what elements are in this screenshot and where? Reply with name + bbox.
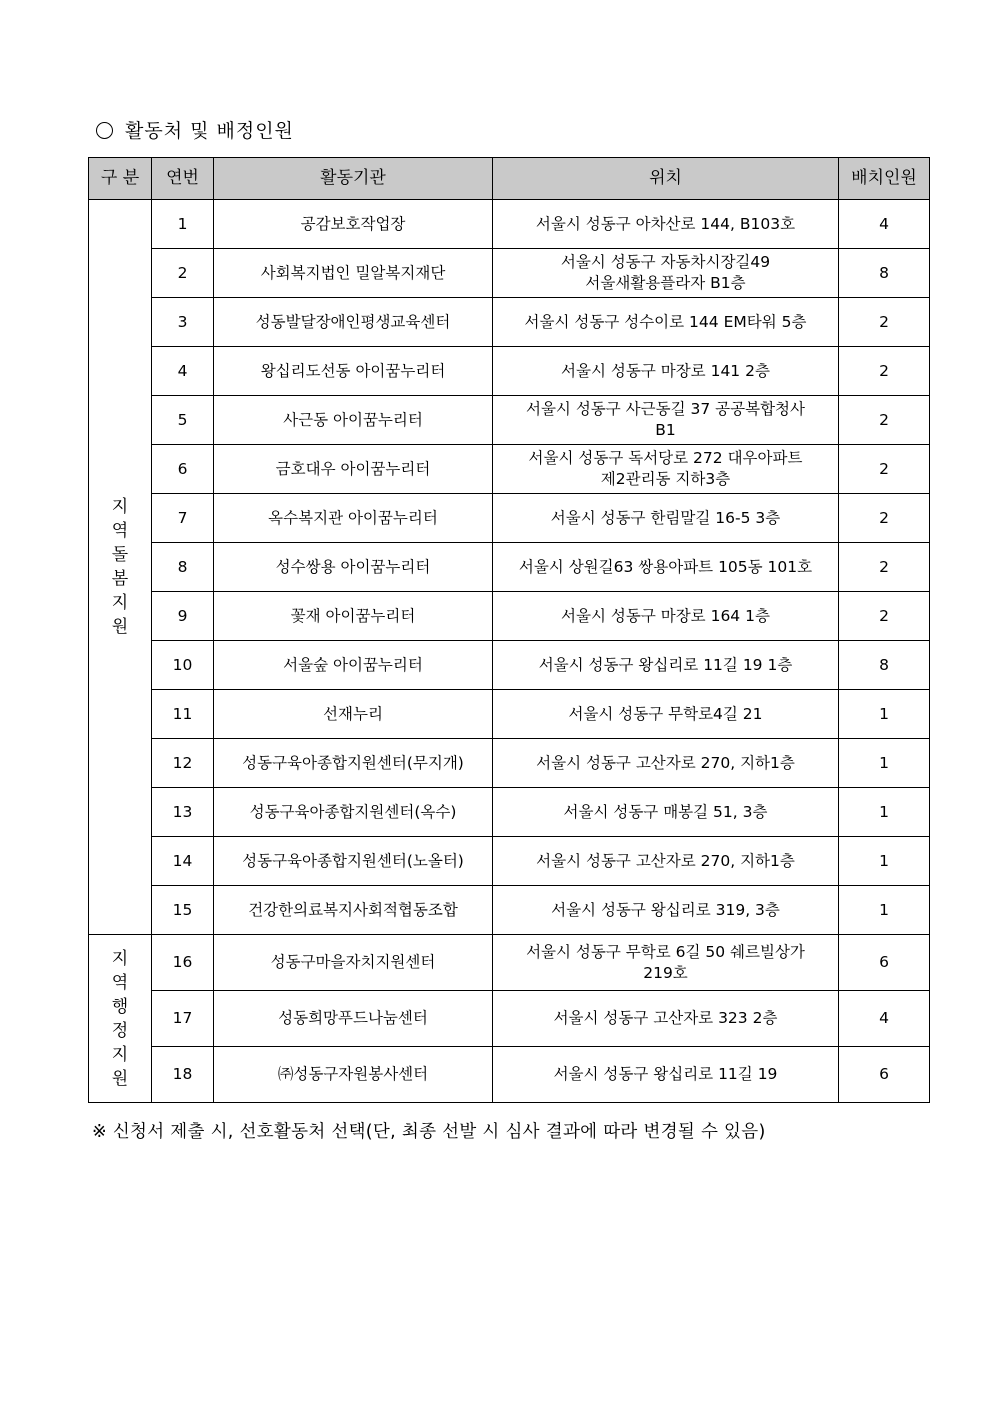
- organization-cell: 공감보호작업장: [214, 200, 493, 249]
- serial-number-cell: 7: [152, 494, 214, 543]
- category-char: 돌: [111, 545, 129, 565]
- organization-cell: ㈜성동구자원봉사센터: [214, 1047, 493, 1103]
- location-line: 서울시 성동구 성수이로 144 EM타워 5층: [524, 312, 807, 331]
- location-cell: [493, 886, 839, 935]
- location-line: 서울시 성동구 고산자로 323 2층: [553, 1009, 778, 1027]
- location-line: 서울시 성동구 무학로4길 21: [568, 704, 763, 723]
- location-line: 219호: [643, 963, 688, 982]
- category-char: 역: [111, 972, 129, 993]
- organization-cell: 금호대우 아이꿈누리터: [214, 445, 493, 494]
- serial-number-cell: 9: [152, 592, 214, 641]
- table-row: [89, 445, 930, 494]
- location-cell: [493, 543, 839, 592]
- headcount-cell: 1: [839, 886, 930, 935]
- headcount-cell: 2: [839, 592, 930, 641]
- serial-number-cell: 3: [152, 298, 214, 347]
- serial-number-cell: 8: [152, 543, 214, 592]
- section-title: 활동처 및 배정인원: [125, 120, 294, 142]
- table-row: [89, 690, 930, 739]
- location-cell: [493, 1047, 839, 1103]
- category-char: 지: [111, 948, 129, 969]
- headcount-cell: 8: [839, 249, 930, 298]
- location-line: 서울시 성동구 매봉길 51, 3층: [563, 802, 768, 821]
- location-cell: [493, 494, 839, 543]
- table-row: [89, 788, 930, 837]
- organization-cell: 사회복지법인 밀알복지재단: [214, 249, 493, 298]
- location-line: 서울시 성동구 마장로 141 2층: [561, 361, 770, 380]
- organization-cell: 성동구육아종합지원센터(노올터): [214, 837, 493, 886]
- location-line: 서울시 성동구 자동차시장길49: [560, 253, 771, 271]
- headcount-cell: 2: [839, 298, 930, 347]
- location-line: 서울시 성동구 왕십리로 11길 19 1층: [538, 655, 793, 674]
- location-cell: [493, 200, 839, 249]
- category-char: 지: [111, 1044, 129, 1065]
- table-row: [89, 298, 930, 347]
- table-row: [89, 494, 930, 543]
- serial-number-cell: 14: [152, 837, 214, 886]
- table-row: [89, 1047, 930, 1103]
- headcount-cell: 8: [839, 641, 930, 690]
- organization-cell: 성동발달장애인평생교육센터: [214, 298, 493, 347]
- table-row: [89, 837, 930, 886]
- category-char: 정: [111, 1020, 129, 1041]
- location-line: B1: [655, 421, 676, 439]
- category-char: 행: [111, 996, 129, 1017]
- headcount-cell: 4: [839, 991, 930, 1047]
- headcount-cell: 1: [839, 837, 930, 886]
- table-row: [89, 991, 930, 1047]
- location-line: 서울시 성동구 사근동길 37 공공복합청사: [525, 400, 805, 418]
- serial-number-cell: 17: [152, 991, 214, 1047]
- headcount-cell: 4: [839, 200, 930, 249]
- location-cell: [493, 788, 839, 837]
- table-row: [89, 592, 930, 641]
- serial-number-cell: 18: [152, 1047, 214, 1103]
- serial-number-cell: 1: [152, 200, 214, 249]
- location-line: 서울시 성동구 고산자로 270, 지하1층: [536, 753, 795, 772]
- category-char: 역: [111, 521, 129, 541]
- table-row: [89, 543, 930, 592]
- category-char: 지: [111, 593, 129, 613]
- category-cell: [89, 200, 152, 935]
- placement-table: [88, 157, 930, 1103]
- organization-cell: 성동구육아종합지원센터(무지개): [214, 739, 493, 788]
- table-row: [89, 347, 930, 396]
- location-line: 서울시 성동구 왕십리로 319, 3층: [551, 900, 780, 919]
- serial-number-cell: 13: [152, 788, 214, 837]
- organization-cell: 건강한의료복지사회적협동조합: [214, 886, 493, 935]
- category-char: 봄: [111, 569, 129, 589]
- organization-cell: 성동구마을자치지원센터: [214, 935, 493, 991]
- location-line: 서울시 상원길63 쌍용아파트 105동 101호: [518, 557, 813, 576]
- table-row: [89, 739, 930, 788]
- headcount-cell: 1: [839, 690, 930, 739]
- header-category: 구 분: [89, 158, 152, 200]
- serial-number-cell: 6: [152, 445, 214, 494]
- serial-number-cell: 5: [152, 396, 214, 445]
- location-line: 서울시 성동구 한림말길 16-5 3층: [550, 508, 781, 527]
- location-line: 서울시 성동구 독서당로 272 대우아파트: [528, 449, 803, 467]
- organization-cell: 성동구육아종합지원센터(옥수): [214, 788, 493, 837]
- location-cell: [493, 396, 839, 445]
- headcount-cell: 2: [839, 347, 930, 396]
- headcount-cell: 2: [839, 543, 930, 592]
- category-char: 원: [111, 617, 129, 637]
- organization-cell: 왕십리도선동 아이꿈누리터: [214, 347, 493, 396]
- location-cell: [493, 249, 839, 298]
- organization-cell: 선재누리: [214, 690, 493, 739]
- section-heading: [96, 116, 294, 143]
- header-number: 연번: [152, 158, 214, 200]
- serial-number-cell: 12: [152, 739, 214, 788]
- headcount-cell: 2: [839, 445, 930, 494]
- location-line: 서울시 성동구 무학로 6길 50 쉐르빌상가: [526, 942, 805, 961]
- serial-number-cell: 11: [152, 690, 214, 739]
- serial-number-cell: 16: [152, 935, 214, 991]
- headcount-cell: 1: [839, 788, 930, 837]
- location-cell: [493, 991, 839, 1047]
- location-cell: [493, 739, 839, 788]
- table-row: [89, 886, 930, 935]
- organization-cell: 성수쌍용 아이꿈누리터: [214, 543, 493, 592]
- footnote: ※ 신청서 제출 시, 선호활동처 선택(단, 최종 선발 시 심사 결과에 따라 변경될 수 있음): [92, 1122, 766, 1142]
- headcount-cell: 2: [839, 396, 930, 445]
- location-line: 제2관리동 지하3층: [600, 470, 731, 488]
- organization-cell: 서울숲 아이꿈누리터: [214, 641, 493, 690]
- location-cell: [493, 445, 839, 494]
- header-headcount: 배치인원: [839, 158, 930, 200]
- table-row: [89, 200, 930, 249]
- organization-cell: 꽃재 아이꿈누리터: [214, 592, 493, 641]
- location-cell: [493, 935, 839, 991]
- category-char: 지: [111, 497, 129, 517]
- header-organization: 활동기관: [214, 158, 493, 200]
- category-cell: [89, 935, 152, 1103]
- table-row: [89, 641, 930, 690]
- category-char: 원: [111, 1068, 129, 1089]
- location-cell: [493, 347, 839, 396]
- organization-cell: 성동희망푸드나눔센터: [214, 991, 493, 1047]
- serial-number-cell: 4: [152, 347, 214, 396]
- table-row: [89, 396, 930, 445]
- location-line: 서울시 성동구 왕십리로 11길 19: [553, 1065, 778, 1083]
- location-line: 서울새활용플라자 B1층: [585, 274, 746, 292]
- location-cell: [493, 837, 839, 886]
- headcount-cell: 1: [839, 739, 930, 788]
- headcount-cell: 2: [839, 494, 930, 543]
- location-line: 서울시 성동구 마장로 164 1층: [561, 606, 770, 625]
- location-cell: [493, 641, 839, 690]
- organization-cell: 옥수복지관 아이꿈누리터: [214, 494, 493, 543]
- location-cell: [493, 592, 839, 641]
- organization-cell: 사근동 아이꿈누리터: [214, 396, 493, 445]
- table-header-row: [89, 158, 930, 200]
- headcount-cell: 6: [839, 1047, 930, 1103]
- table-row: [89, 935, 930, 991]
- serial-number-cell: 2: [152, 249, 214, 298]
- header-location: 위치: [493, 158, 839, 200]
- location-cell: [493, 690, 839, 739]
- location-cell: [493, 298, 839, 347]
- serial-number-cell: 15: [152, 886, 214, 935]
- headcount-cell: 6: [839, 935, 930, 991]
- location-line: 서울시 성동구 고산자로 270, 지하1층: [536, 851, 795, 870]
- location-line: 서울시 성동구 아차산로 144, B103호: [535, 214, 796, 233]
- circle-bullet-icon: [96, 122, 113, 139]
- serial-number-cell: 10: [152, 641, 214, 690]
- table-row: [89, 249, 930, 298]
